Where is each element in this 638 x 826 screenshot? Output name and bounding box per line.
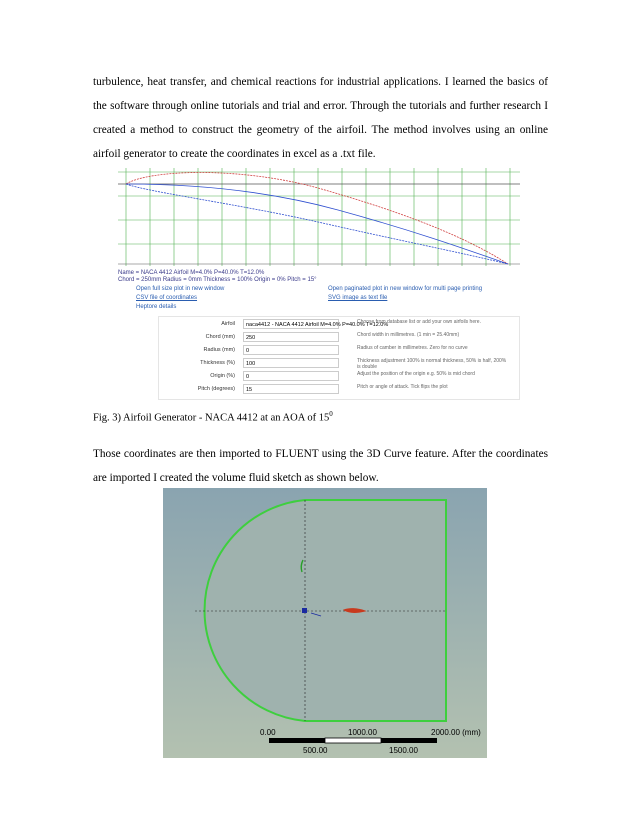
open-paginated-plot-link[interactable]: Open paginated plot in new window for multi page printing	[328, 286, 483, 292]
fluid-volume-sketch-figure	[163, 488, 487, 758]
airfoil-upper-surface	[126, 173, 508, 265]
form-row-origin	[159, 370, 519, 383]
scale-label-500: 500.00	[303, 746, 328, 755]
form-row-radius	[159, 344, 519, 357]
form-help-text: Chord width in millimetres. (1 min = 25.40mm)	[357, 332, 460, 338]
scale-label-1500: 1500.00	[389, 746, 418, 755]
form-row-pitch	[159, 383, 519, 396]
airfoil-info-line-2: Chord = 250mm Radius = 0mm Thickness = 100% Origin = 0% Pitch = 15°	[118, 277, 317, 283]
radius-input[interactable]: 0	[243, 345, 339, 355]
caption-superscript: 0	[329, 410, 333, 418]
scale-label-1000: 1000.00	[348, 728, 377, 737]
chord-input[interactable]: 250	[243, 332, 339, 342]
airfoil-select[interactable]: naca4412 - NACA 4412 Airfoil M=4.0% P=40.0% T=12.0%	[243, 319, 339, 329]
form-label: Pitch (degrees)	[197, 386, 235, 392]
pitch-input[interactable]: 15	[243, 384, 339, 394]
open-full-plot-link[interactable]: Open full size plot in new window	[136, 286, 225, 292]
fluid-domain-sketch	[163, 488, 487, 758]
intro-paragraph: turbulence, heat transfer, and chemical reactions for industrial applications. I learned the basics of the software through online tutorials and trial and error. Through the tutorials and further research I created a method to construct the geometry of the airfoil. The method involves using an online airfoil generator to create the coordinates in excel as a .txt file.	[93, 76, 548, 160]
scale-label-2000: 2000.00 (mm)	[431, 728, 481, 737]
csv-coordinates-link[interactable]: CSV file of coordinates	[136, 295, 198, 301]
form-help-text: Radius of camber in millimetres. Zero for no curve	[357, 345, 468, 351]
form-label: Radius (mm)	[203, 347, 235, 353]
form-help-text: Pitch or angle of attack. Tick flips the plot	[357, 384, 448, 390]
second-paragraph: Those coordinates are then imported to FLUENT using the 3D Curve feature. After the coordinates are imported I created the volume fluid sketch as shown below.	[93, 448, 548, 484]
form-label: Chord (mm)	[205, 334, 235, 340]
heptore-details-link[interactable]: Heptore details	[136, 304, 177, 310]
scale-bar	[269, 738, 437, 743]
form-help-text: Adjust the position of the origin e.g. 50% is mid chord	[357, 371, 475, 377]
svg-image-link[interactable]: SVG image as text file	[328, 295, 388, 301]
form-row-airfoil	[159, 318, 519, 331]
form-label: Thickness (%)	[200, 360, 235, 366]
form-row-chord	[159, 331, 519, 344]
figure-caption	[93, 410, 333, 424]
origin-input[interactable]: 0	[243, 371, 339, 381]
form-label: Origin (%)	[210, 373, 235, 379]
airfoil-parameter-form	[158, 316, 520, 400]
thickness-input[interactable]: 100	[243, 358, 339, 368]
airfoil-info-line-1: Name = NACA 4412 Airfoil M=4.0% P=40.0% T=12.0%	[118, 270, 265, 276]
airfoil-generator-figure	[118, 166, 520, 398]
fluid-domain-outline	[205, 500, 446, 721]
form-row-thickness	[159, 357, 519, 370]
scale-label-0: 0.00	[260, 728, 276, 737]
origin-marker	[302, 608, 307, 613]
form-label: Airfoil	[221, 321, 235, 327]
caption-text: Fig. 3) Airfoil Generator - NACA 4412 at an AOA of 15	[93, 412, 330, 424]
form-help-text: Choose from database list or add your own airfoils here.	[357, 319, 481, 325]
form-help-text: Thickness adjustment 100% is normal thickness, 50% is half, 200% is double	[357, 358, 507, 370]
